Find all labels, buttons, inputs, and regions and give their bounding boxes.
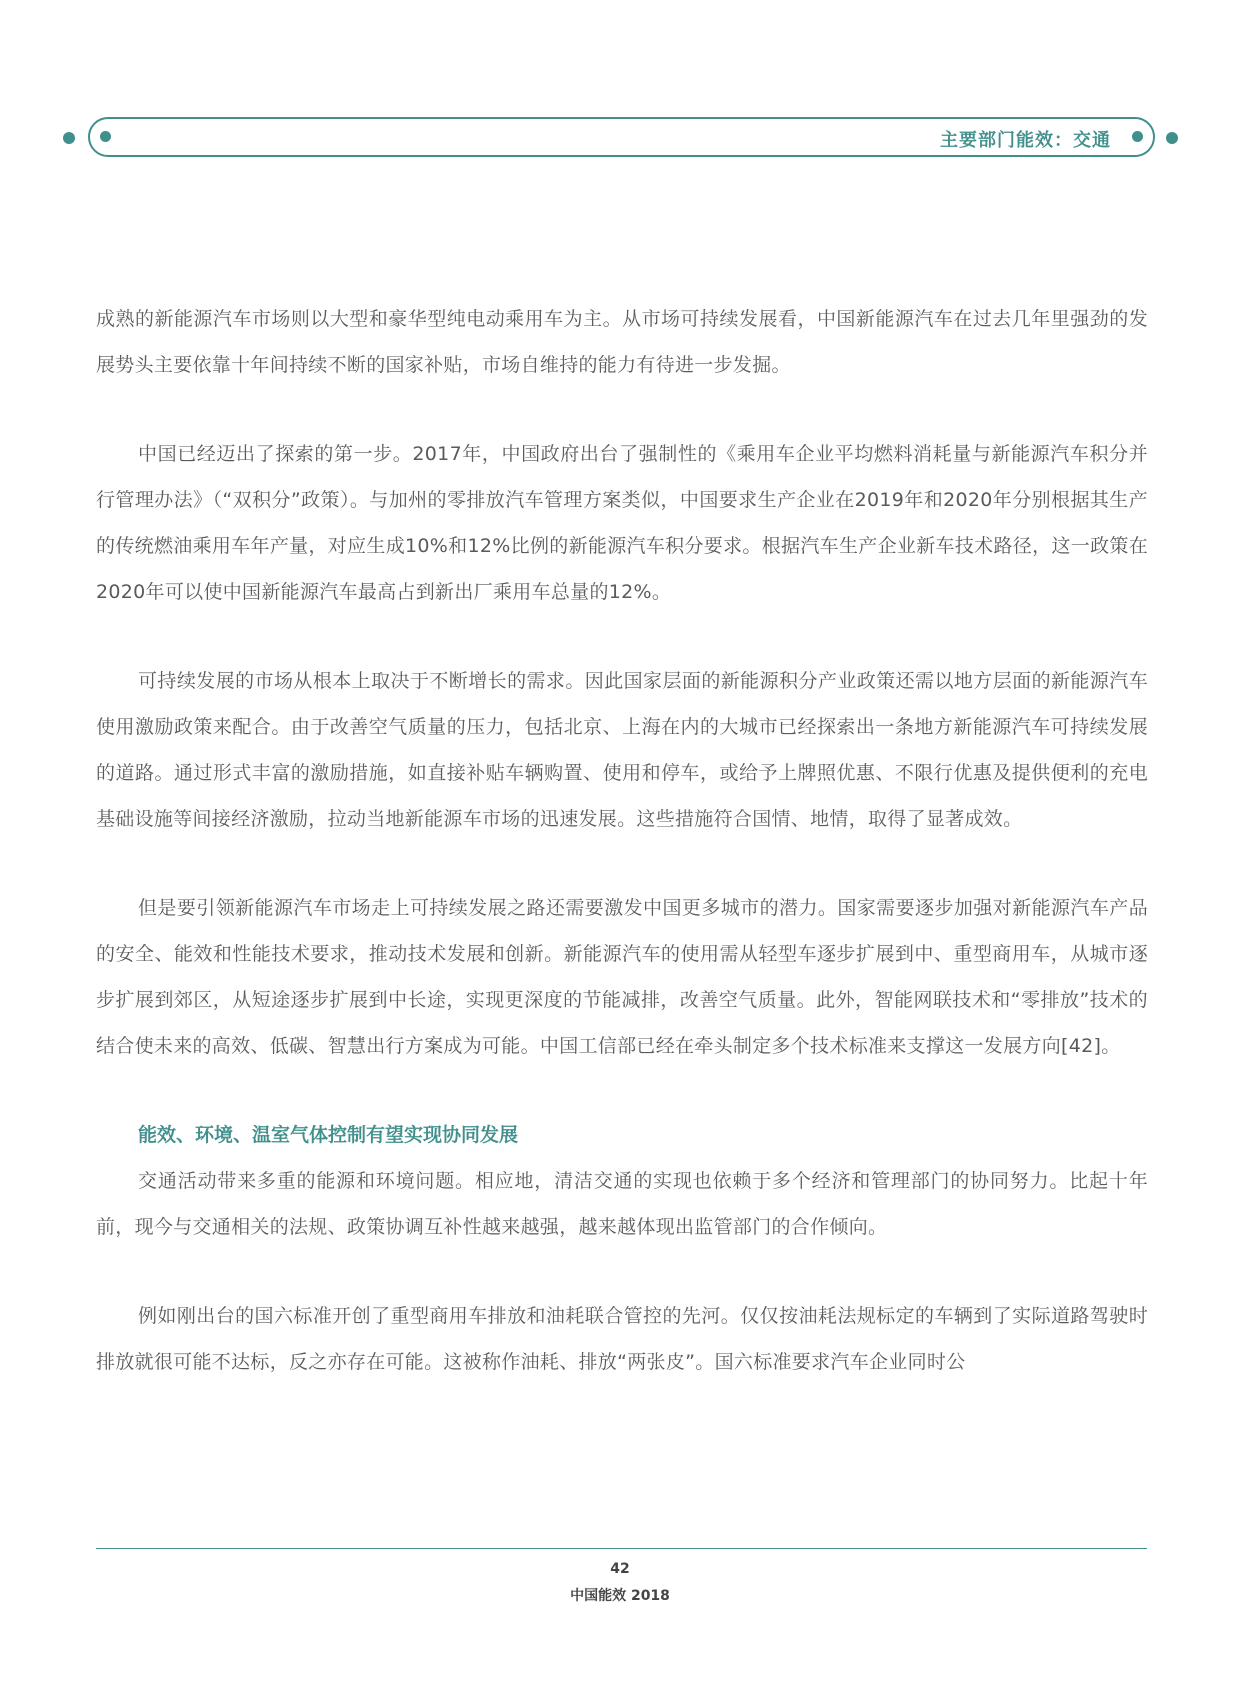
header-inner-left-dot [100,131,111,142]
header-inner-right-dot [1132,131,1143,142]
header-left-dot [63,132,75,144]
body-paragraph: 可持续发展的市场从根本上取决于不断增长的需求。因此国家层面的新能源积分产业政策还需以地方层面的新能源汽车使用激励政策来配合。由于改善空气质量的压力，包括北京、上海在内的大城市已经探索出一条地方新能源汽车可持续发展的道路。通过形式丰富的激励措施，如直接补贴车辆购置、使用和停车，或给予上牌照优惠、不限行优惠及提供便利的充电基础设施等间接经济激励，拉动当地新能源车市场的迅速发展。这些措施符合国情、地情，取得了显著成效。 [96,670,1148,830]
header-banner [88,117,1155,157]
main-content [96,296,1148,1385]
footer-divider [96,1548,1147,1549]
body-paragraph: 中国已经迈出了探索的第一步。2017年，中国政府出台了强制性的《乘用车企业平均燃料消耗量与新能源汽车积分并行管理办法》（“双积分”政策）。与加州的零排放汽车管理方案类似，中国要求生产企业在2019年和2020年分别根据其生产的传统燃油乘用车年产量，对应生成10%和12%比例的新能源汽车积分要求。根据汽车生产企业新车技术路径，这一政策在2020年可以使中国新能源汽车最高占到新出厂乘用车总量的12%。 [96,443,1148,603]
page-header [0,0,1240,200]
header-right-dot [1166,132,1178,144]
body-paragraph: 例如刚出台的国六标准开创了重型商用车排放和油耗联合管控的先河。仅仅按油耗法规标定的车辆到了实际道路驾驶时排放就很可能不达标，反之亦存在可能。这被称作油耗、排放“两张皮”。国六标准要求汽车企业同时公 [96,1305,1148,1373]
section-heading: 能效、环境、温室气体控制有望实现协同发展 [138,1124,519,1146]
body-paragraph: 成熟的新能源汽车市场则以大型和豪华型纯电动乘用车为主。从市场可持续发展看，中国新能源汽车在过去几年里强劲的发展势头主要依靠十年间持续不断的国家补贴，市场自维持的能力有待进一步发掘。 [96,308,1148,376]
page-number: 42 [610,1561,630,1577]
body-paragraph: 交通活动带来多重的能源和环境问题。相应地，清洁交通的实现也依赖于多个经济和管理部门的协同努力。比起十年前，现今与交通相关的法规、政策协调互补性越来越强，越来越体现出监管部门的合作倾向。 [96,1170,1148,1238]
publication-label: 中国能效 2018 [570,1588,670,1604]
section-header-title: 主要部门能效：交通 [940,130,1111,151]
body-paragraph: 但是要引领新能源汽车市场走上可持续发展之路还需要激发中国更多城市的潜力。国家需要逐步加强对新能源汽车产品的安全、能效和性能技术要求，推动技术发展和创新。新能源汽车的使用需从轻型车逐步扩展到中、重型商用车，从城市逐步扩展到郊区，从短途逐步扩展到中长途，实现更深度的节能减排，改善空气质量。此外，智能网联技术和“零排放”技术的结合使未来的高效、低碳、智慧出行方案成为可能。中国工信部已经在牵头制定多个技术标准来支撑这一发展方向[42]。 [96,897,1148,1057]
